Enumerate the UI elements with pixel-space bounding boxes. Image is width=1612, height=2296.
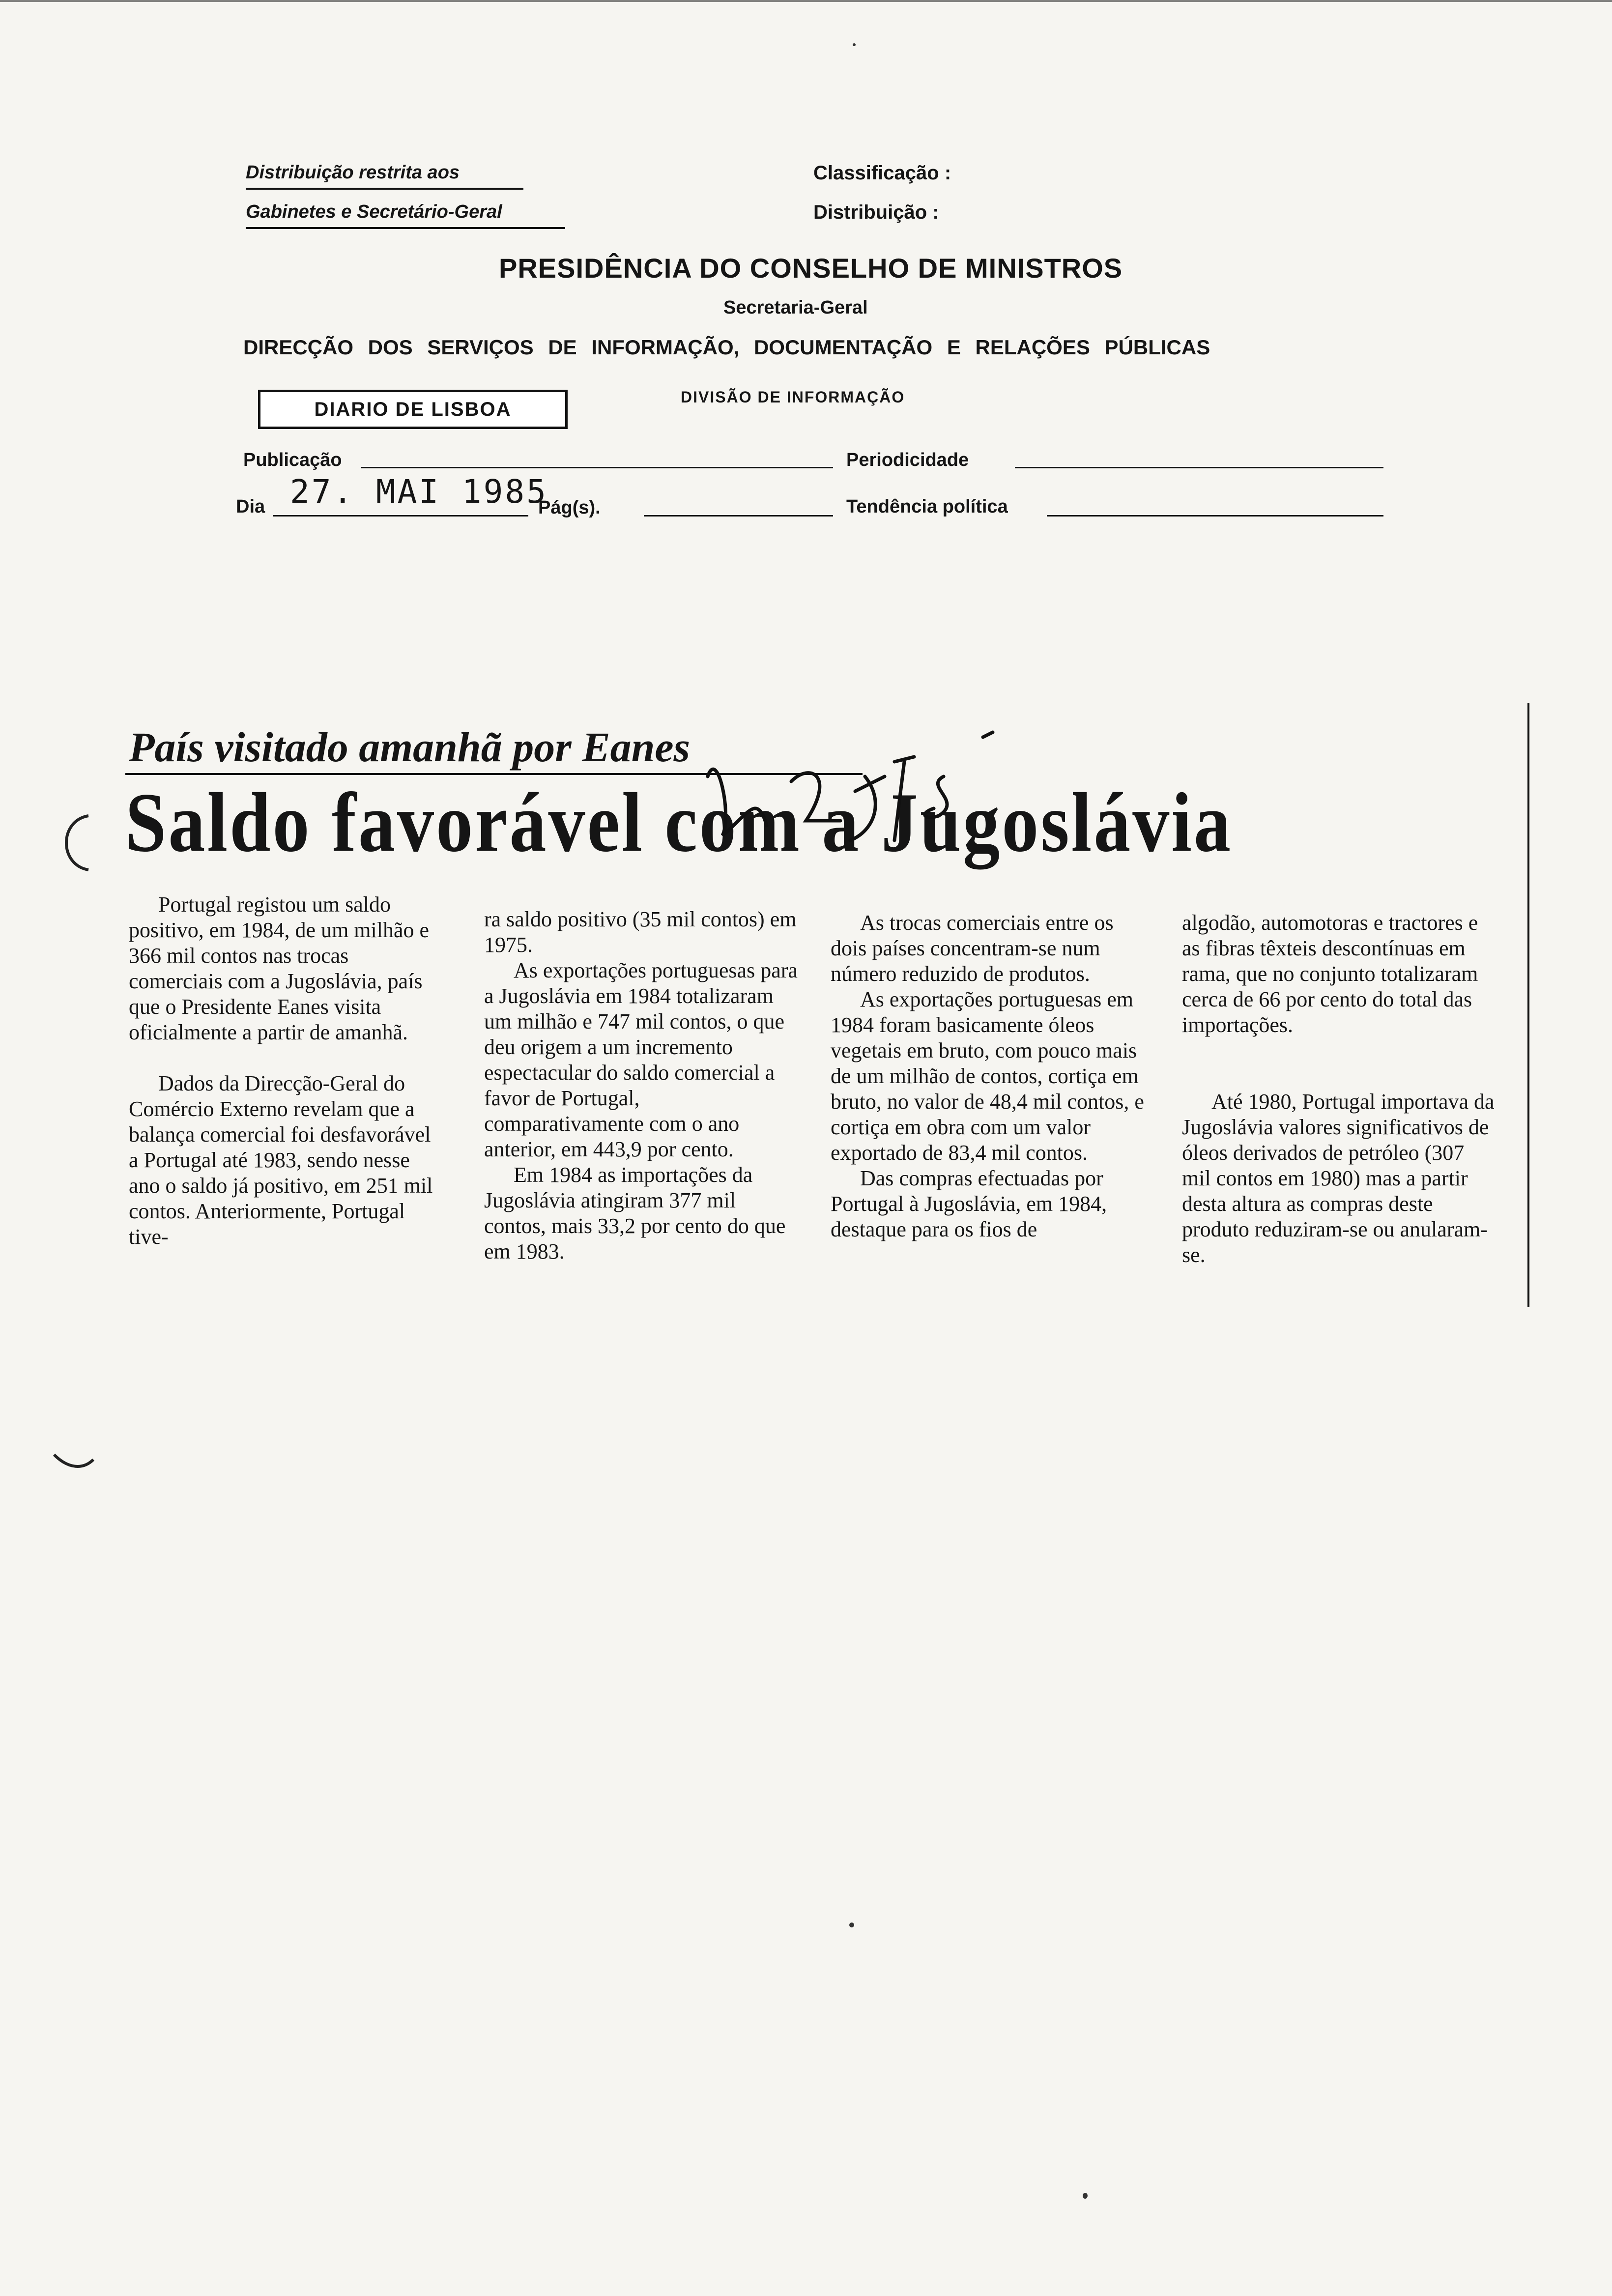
paragraph: Das compras efectuadas por Portugal à Jugoslávia, em 1984, destaque para os fios de [831,1166,1107,1241]
article-column-2 [484,907,799,1264]
restricted-distribution-line2: Gabinetes e Secretário-Geral [246,201,502,222]
scan-speck [1083,2193,1088,2199]
paragraph: As exportações portuguesas para a Jugoslávia em 1984 totalizaram um milhão e 747 mil contos, o que deu origem a um incremento espectacular do saldo comercial a favor de Portugal, comparativamente com o ano anterior, em 443,9 por cento. [484,958,798,1161]
paragraph: Portugal registou um saldo positivo, em 1984, de um milhão e 366 mil contos nas trocas comerciais com a Jugoslávia, país que o Presidente Eanes visita oficialmente a partir de amanhã. [129,892,430,1044]
article-column-4 [1182,910,1497,1268]
distribuicao-label: Distribuição : [813,201,939,223]
periodicidade-label: Periodicidade [846,450,969,470]
column-border-right [1527,703,1529,1307]
paragraph: As trocas comerciais entre os dois países concentram-se num número reduzido de produtos. [831,911,1114,986]
tendencia-label: Tendência política [846,496,1008,517]
paragraph: As exportações portuguesas em 1984 foram basicamente óleos vegetais em bruto, com pouco mais de um milhão de contos, cortiça em bruto, no valor de 48,4 mil contos, e cortiça em obra com um valor exportado de 83,4 mil contos. [831,987,1144,1165]
publicacao-field-line [361,467,833,468]
article-kicker: País visitado amanhã por Eanes [129,723,691,771]
newspaper-stamp: DIARIO DE LISBOA [258,390,568,429]
scan-top-edge [0,0,1612,2]
paragraph: Dados da Direcção-Geral do Comércio Externo revelam que a balança comercial foi desfavorável a Portugal até 1983, sendo nesse ano o saldo já positivo, em 251 mil contos. Anteriormente, Portugal tive- [129,1071,433,1249]
page-subtitle: Secretaria-Geral [723,297,868,318]
department-name: DIRECÇÃO DOS SERVIÇOS DE INFORMAÇÃO, DOCUMENTAÇÃO E RELAÇÕES PÚBLICAS [243,336,1210,359]
date-stamp: 27. MAI 1985 [290,473,548,511]
article-column-3 [831,910,1145,1242]
handwritten-annotation [688,718,1032,875]
paragraph: Até 1980, Portugal importava da Jugoslávia valores significativos de óleos derivados de petróleo (307 mil contos em 1980) mas a partir desta altura as compras deste produto reduziram-se ou anularam-se. [1182,1090,1495,1267]
paragraph: Em 1984 as importações da Jugoslávia atingiram 377 mil contos, mais 33,2 por cento do que em 1983. [484,1163,786,1263]
paragraph: algodão, automotoras e tractores e as fibras têxteis descontínuas em rama, que no conjunto totalizaram cerca de 66 por cento do total das importações. [1182,911,1478,1037]
punch-hole-mark [49,806,108,885]
tendencia-field-line [1047,515,1383,517]
division-name: DIVISÃO DE INFORMAÇÃO [681,388,905,406]
underline [246,227,565,229]
scan-speck [849,1923,854,1927]
pags-field-line [644,515,833,517]
scan-speck [853,43,856,46]
restricted-distribution-line1: Distribuição restrita aos [246,162,460,183]
dia-field-line [273,515,528,517]
article-column-1 [129,892,443,1250]
underline [246,188,523,190]
punch-hole-mark [49,1450,108,1479]
classificacao-label: Classificação : [813,162,951,184]
article-headline: Saldo favorável com a Jugoslávia [125,775,1233,870]
pags-label: Pág(s). [538,497,601,518]
dia-label: Dia [236,496,265,517]
periodicidade-field-line [1015,467,1383,468]
publicacao-label: Publicação [243,450,342,470]
paragraph: ra saldo positivo (35 mil contos) em 1975. [484,907,797,957]
page-title: PRESIDÊNCIA DO CONSELHO DE MINISTROS [499,253,1123,284]
